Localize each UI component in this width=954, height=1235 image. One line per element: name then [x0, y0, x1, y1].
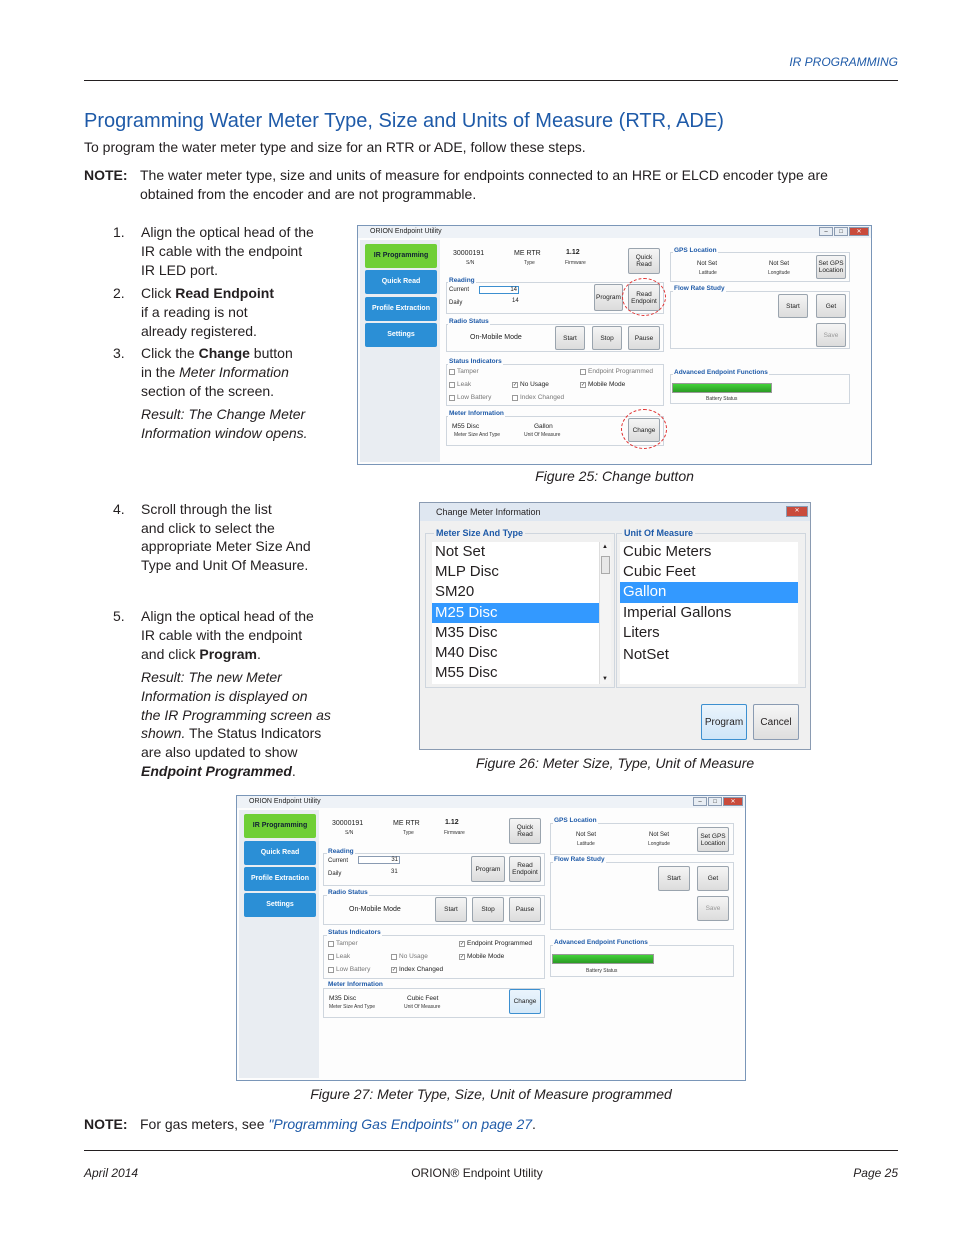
program-button[interactable]: Program — [594, 284, 623, 311]
checkbox-box — [580, 369, 586, 375]
result-line — [141, 724, 321, 743]
checkbox-box — [512, 395, 518, 401]
figure-26-caption: Figure 26: Meter Size, Type, Unit of Measure — [475, 755, 755, 771]
daily-reading: 14 — [512, 298, 519, 304]
note-text: For gas meters, see — [140, 1116, 269, 1132]
checkbox-label: Tamper — [457, 368, 479, 375]
list-item[interactable]: Not Set — [435, 543, 486, 560]
result-line: the IR Programming screen as — [141, 707, 331, 723]
flow-rate-title: Flow Rate Study — [554, 856, 605, 863]
checkbox-box — [328, 954, 334, 960]
daily-label: Daily — [449, 300, 463, 306]
nav-sidebar — [360, 240, 440, 462]
checkbox-box — [391, 954, 397, 960]
uom-value: Gallon — [534, 423, 553, 430]
list-item[interactable]: Imperial Gallons — [623, 603, 732, 621]
flow-get-button[interactable]: Get — [697, 866, 729, 891]
reading-title: Reading — [449, 277, 475, 284]
current-reading-field[interactable]: 31 — [358, 856, 400, 864]
footer-page: Page 25 — [853, 1166, 898, 1180]
gps-title: GPS Location — [674, 247, 717, 254]
check-icon: ✓ — [513, 381, 518, 388]
longitude-value: Not Set — [769, 261, 790, 267]
meter-information-title: Meter Information — [449, 410, 504, 417]
endpoint-type: ME RTR — [514, 250, 541, 257]
checkbox-box — [328, 941, 334, 947]
flow-rate-title: Flow Rate Study — [674, 285, 725, 292]
ui-term: Endpoint Programmed — [141, 763, 292, 779]
checkbox-label: Tamper — [336, 940, 358, 947]
checkbox-label: Endpoint Programmed — [588, 368, 654, 375]
no-usage-checkbox — [391, 953, 428, 960]
meter-size-header: Meter Size And Type — [436, 528, 524, 538]
firmware-version: 1.12 — [445, 819, 459, 826]
uom-header: Unit Of Measure — [624, 528, 694, 538]
current-label: Current — [328, 858, 349, 864]
leak-checkbox — [449, 381, 471, 388]
no-usage-checkbox — [512, 381, 549, 388]
current-label: Current — [449, 287, 470, 293]
step-line: section of the screen. — [141, 383, 275, 399]
intro-text: To program the water meter type and size for an RTR or ADE, follow these steps. — [84, 139, 586, 155]
stop-radio-button[interactable]: Stop — [592, 326, 622, 350]
nav-profile-extraction[interactable]: Profile Extraction — [244, 867, 316, 891]
result-line: Result: The Change Meter — [141, 406, 306, 422]
checkbox-label: No Usage — [520, 381, 549, 388]
list-item[interactable]: Liters — [623, 623, 660, 641]
maximize-icon[interactable]: □ — [834, 227, 848, 236]
latitude-label: Latitude — [699, 270, 717, 276]
result-line — [141, 762, 296, 781]
gps-title: GPS Location — [554, 817, 597, 824]
nav-profile-extraction[interactable]: Profile Extraction — [365, 297, 437, 321]
daily-label: Daily — [328, 871, 342, 877]
check-icon: ✓ — [581, 381, 586, 388]
step-line: IR cable with the endpoint — [141, 243, 303, 259]
nav-ir-programming[interactable]: IR Programming — [365, 244, 437, 268]
endpoint-type: ME RTR — [393, 820, 420, 827]
flow-save-button[interactable]: Save — [697, 896, 729, 921]
stop-radio-button[interactable]: Stop — [472, 897, 504, 922]
low-battery-checkbox — [328, 966, 370, 973]
figure-25-caption: Figure 25: Change button — [535, 468, 694, 484]
quick-read-button[interactable]: Quick Read — [509, 818, 541, 844]
step-text: and click — [141, 646, 200, 662]
figure-27-screenshot — [236, 795, 746, 1081]
window-titlebar — [237, 796, 745, 808]
endpoint-programmed-checkbox — [459, 940, 532, 947]
uom-list[interactable] — [620, 542, 798, 684]
page-title: Programming Water Meter Type, Size and Units of Measure (RTR, ADE) — [84, 110, 724, 132]
radio-mode: On-Mobile Mode — [349, 906, 401, 913]
step-line: Scroll through the list — [141, 501, 272, 517]
nav-settings[interactable]: Settings — [365, 323, 437, 347]
highlight-circle — [621, 409, 667, 449]
step-line: Align the optical head of the — [141, 224, 314, 240]
checkbox-label: Mobile Mode — [467, 953, 505, 960]
checkbox-label: No Usage — [399, 953, 428, 960]
nav-ir-programming[interactable]: IR Programming — [244, 814, 316, 838]
result-line: Information window opens. — [141, 425, 308, 441]
nav-quick-read[interactable]: Quick Read — [365, 270, 437, 294]
radio-mode: On-Mobile Mode — [470, 334, 522, 341]
type-label: Type — [524, 260, 535, 266]
step-line — [141, 284, 274, 303]
note-label: NOTE: — [84, 167, 128, 183]
checkbox-label: Low Battery — [457, 394, 492, 401]
step-text: Click the — [141, 345, 199, 361]
step-number: 4. — [113, 501, 125, 517]
checkbox-label: Index Changed — [520, 394, 565, 401]
radio-status-title: Radio Status — [449, 318, 489, 325]
battery-status-label: Battery Status — [586, 968, 618, 974]
change-button[interactable]: Change — [509, 989, 541, 1014]
result-text: shown. — [141, 725, 186, 741]
result-line: are also updated to show — [141, 744, 298, 760]
nav-sidebar — [239, 810, 319, 1078]
step-line: already registered. — [141, 323, 257, 339]
list-item[interactable]: Cubic Feet — [623, 563, 696, 581]
battery-status-bar — [672, 383, 772, 393]
read-endpoint-button[interactable]: Read Endpoint — [628, 284, 660, 311]
change-button[interactable]: Change — [628, 418, 660, 442]
serial-label: S/N — [345, 830, 354, 836]
checkbox-label: Low Battery — [336, 966, 371, 973]
checkbox-label: Endpoint Programmed — [467, 940, 533, 947]
note-line: The water meter type, size and units of measure for endpoints connected to an HRE or ELCD encoder type are — [140, 167, 828, 183]
status-indicators-title: Status Indicators — [449, 358, 502, 365]
dialog-title: Change Meter Information — [436, 507, 541, 517]
list-item[interactable]: MLP Disc — [435, 563, 499, 581]
daily-reading: 31 — [391, 869, 398, 875]
step-line: IR LED port. — [141, 262, 219, 278]
step-line: Align the optical head of the — [141, 608, 314, 624]
checkbox-box — [449, 369, 455, 375]
list-item-selected[interactable]: M25 Disc — [432, 603, 599, 623]
step-line: Type and Unit Of Measure. — [141, 557, 309, 573]
meter-size-value: M35 Disc — [329, 995, 357, 1002]
cancel-button[interactable]: Cancel — [753, 704, 799, 740]
highlight-circle — [622, 278, 666, 316]
list-item[interactable]: M40 Disc — [435, 643, 498, 661]
ui-term: Program — [199, 646, 257, 662]
window-title: ORION Endpoint Utility — [370, 228, 442, 235]
close-icon[interactable]: ✕ — [849, 227, 869, 236]
change-meter-dialog — [419, 502, 811, 750]
meter-size-list[interactable] — [432, 542, 599, 684]
low-battery-checkbox — [449, 394, 491, 401]
longitude-label: Longitude — [648, 841, 670, 847]
result-text: The Status Indicators — [185, 725, 322, 741]
cross-reference-link[interactable]: "Programming Gas Endpoints" on page 27 — [268, 1116, 533, 1132]
firmware-version: 1.12 — [566, 249, 580, 256]
step-text: . — [256, 646, 261, 662]
latitude-value: Not Set — [697, 261, 718, 267]
leak-checkbox — [328, 953, 350, 960]
longitude-value: Not Set — [649, 832, 670, 838]
type-label: Type — [403, 830, 414, 836]
meter-size-label: Meter Size And Type — [329, 1004, 376, 1010]
flow-save-button[interactable]: Save — [816, 323, 846, 347]
scroll-up-icon[interactable]: ▲ — [602, 544, 608, 550]
step-line: appropriate Meter Size And — [141, 538, 311, 554]
program-button[interactable]: Program — [701, 704, 747, 740]
header-rule — [84, 80, 898, 81]
dialog-titlebar — [420, 503, 810, 521]
meter-information-title: Meter Information — [328, 981, 383, 988]
serial-number: 30000191 — [453, 250, 485, 257]
footer-product: ORION® Endpoint Utility — [411, 1166, 543, 1180]
close-icon[interactable]: ✕ — [723, 797, 743, 806]
checkbox-label: Leak — [336, 953, 351, 960]
scroll-thumb[interactable] — [601, 556, 610, 574]
set-gps-button[interactable]: Set GPS Location — [816, 255, 846, 279]
checkbox-box — [449, 382, 455, 388]
checkbox-label: Leak — [457, 381, 472, 388]
step-line: if a reading is not — [141, 304, 248, 320]
uom-label: Unit Of Measure — [524, 432, 561, 438]
mobile-mode-checkbox — [580, 381, 625, 388]
start-radio-button[interactable]: Start — [435, 897, 467, 922]
start-radio-button[interactable]: Start — [555, 326, 585, 350]
list-item[interactable]: M55 Disc — [435, 664, 498, 682]
minimize-icon[interactable]: – — [819, 227, 833, 236]
minimize-icon[interactable]: – — [693, 797, 707, 806]
read-endpoint-button[interactable]: Read Endpoint — [509, 856, 541, 882]
set-gps-button[interactable]: Set GPS Location — [697, 827, 729, 852]
close-icon[interactable]: ✕ — [786, 506, 808, 517]
tamper-checkbox — [328, 940, 358, 947]
check-icon: ✓ — [392, 966, 397, 973]
flow-start-button[interactable]: Start — [778, 294, 808, 318]
battery-status-bar — [552, 954, 654, 964]
checkbox-label: Index Changed — [399, 966, 444, 973]
check-icon: ✓ — [460, 940, 465, 947]
latitude-label: Latitude — [577, 841, 595, 847]
figure-25-screenshot — [357, 225, 872, 465]
running-header: IR PROGRAMMING — [789, 55, 898, 69]
note-text: . — [532, 1116, 536, 1132]
result-text: . — [291, 763, 296, 779]
maximize-icon[interactable]: □ — [708, 797, 722, 806]
longitude-label: Longitude — [768, 270, 790, 276]
checkbox-label: Mobile Mode — [588, 381, 626, 388]
tamper-checkbox — [449, 368, 479, 375]
status-indicators-title: Status Indicators — [328, 929, 381, 936]
radio-status-title: Radio Status — [328, 889, 368, 896]
endpoint-programmed-checkbox — [580, 368, 653, 375]
reading-title: Reading — [328, 848, 354, 855]
flow-get-button[interactable]: Get — [816, 294, 846, 318]
checkbox-box — [449, 395, 455, 401]
step-text: Click — [141, 285, 176, 301]
ui-term: Meter Information — [179, 364, 289, 380]
uom-label: Unit Of Measure — [404, 1004, 441, 1010]
step-number: 2. — [113, 285, 125, 301]
firmware-label: Firmware — [444, 830, 465, 836]
battery-status-label: Battery Status — [706, 396, 738, 402]
serial-label: S/N — [466, 260, 475, 266]
nav-settings[interactable]: Settings — [244, 893, 316, 917]
meter-list-scrollbar[interactable] — [599, 542, 611, 684]
advanced-functions-title: Advanced Endpoint Functions — [554, 939, 648, 946]
result-line: Result: The new Meter — [141, 669, 282, 685]
note-line — [140, 1115, 536, 1134]
uom-value: Cubic Feet — [407, 995, 439, 1002]
list-item[interactable]: M35 Disc — [435, 623, 498, 641]
step-text: button — [249, 345, 293, 361]
program-button[interactable]: Program — [471, 856, 505, 882]
advanced-functions-title: Advanced Endpoint Functions — [674, 369, 768, 376]
flow-start-button[interactable]: Start — [658, 866, 690, 891]
mobile-mode-checkbox — [459, 953, 504, 960]
scroll-down-icon[interactable]: ▼ — [602, 676, 608, 682]
meter-size-label: Meter Size And Type — [454, 432, 501, 438]
result-line: Information is displayed on — [141, 688, 308, 704]
step-text: in the — [141, 364, 180, 380]
step-number: 3. — [113, 345, 125, 361]
window-titlebar — [358, 226, 871, 238]
step-number: 1. — [113, 224, 125, 240]
meter-size-value: M55 Disc — [452, 423, 480, 430]
step-number: 5. — [113, 608, 125, 624]
step-line — [141, 344, 293, 363]
index-changed-checkbox — [512, 394, 564, 401]
window-title: ORION Endpoint Utility — [249, 798, 321, 805]
index-changed-checkbox — [391, 966, 443, 973]
nav-quick-read[interactable]: Quick Read — [244, 841, 316, 865]
step-line — [141, 645, 261, 664]
step-line: and click to select the — [141, 520, 275, 536]
firmware-label: Firmware — [565, 260, 586, 266]
footer-rule — [84, 1150, 898, 1151]
serial-number: 30000191 — [332, 820, 364, 827]
quick-read-button[interactable]: Quick Read — [628, 248, 660, 274]
pause-radio-button[interactable]: Pause — [509, 897, 541, 922]
ui-term: Change — [198, 345, 250, 361]
note-label: NOTE: — [84, 1116, 128, 1132]
list-item[interactable]: Cubic Meters — [623, 543, 712, 560]
latitude-value: Not Set — [576, 832, 597, 838]
ui-term: Read Endpoint — [175, 285, 275, 301]
current-reading-field[interactable]: 14 — [479, 286, 519, 294]
pause-radio-button[interactable]: Pause — [628, 326, 660, 350]
figure-27-caption: Figure 27: Meter Type, Size, Unit of Measure programmed — [310, 1086, 672, 1102]
step-line: IR cable with the endpoint — [141, 627, 303, 643]
check-icon: ✓ — [460, 953, 465, 960]
note-line: obtained from the encoder and are not programmable. — [140, 186, 477, 202]
step-line — [141, 363, 289, 382]
checkbox-box — [328, 967, 334, 973]
list-item-selected[interactable]: Gallon — [620, 582, 798, 602]
footer-date: April 2014 — [84, 1166, 139, 1180]
list-item[interactable]: NotSet — [623, 645, 669, 663]
list-item[interactable]: SM20 — [435, 583, 475, 601]
